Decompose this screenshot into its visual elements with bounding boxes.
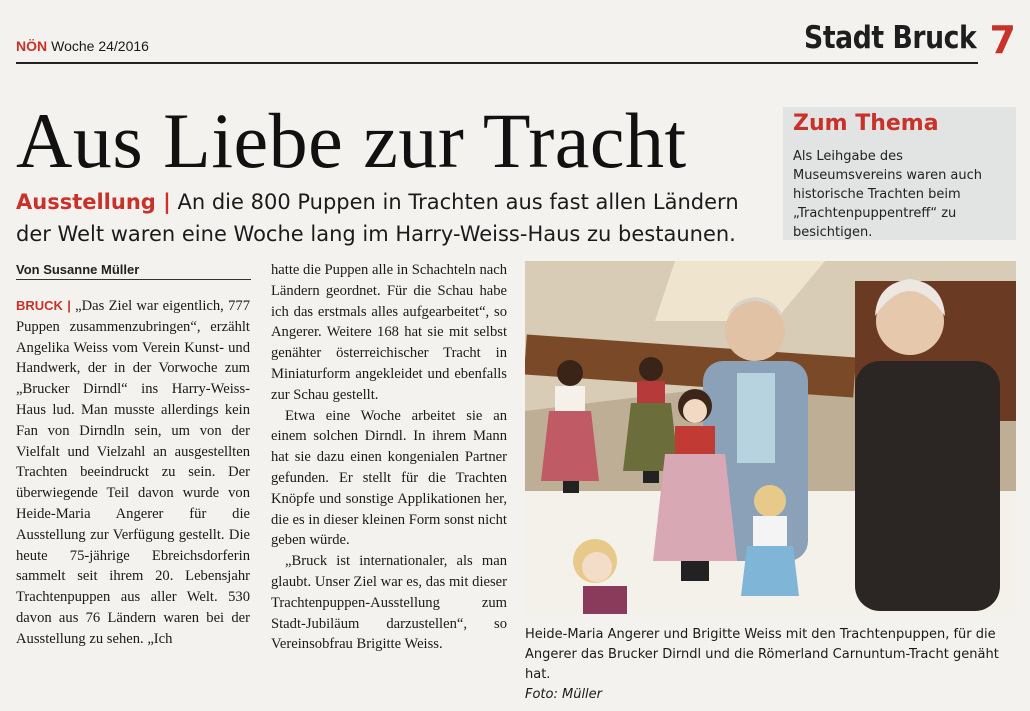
section-title: Stadt Bruck [803,20,976,56]
paragraph: hatte die Puppen alle in Schachteln nach Ländern geordnet. Für die Schau habe ich das erstmals alles aufgearbeitet“, so Angerer. Weitere 168 hat sie mit selbst genähter österreichischer Tracht in Miniaturform angekleidet und ebenfalls zur Schau gestellt. [271,262,507,403]
sidebar-text: Als Leihgabe des Museumsvereins waren auch historische Trachten beim „Trachtenpuppentreff“ zu besichtigen. [793,149,983,240]
lead-kicker: Ausstellung | [16,190,171,214]
lead-paragraph [16,186,772,250]
brand-logo: NÖN [16,38,48,54]
caption-text: Heide-Maria Angerer und Brigitte Weiss mit den Trachtenpuppen, für die Angerer das Brucker Dirndl und die Römerland Carnuntum-Tracht genäht hat. [525,627,999,682]
byline-rule [16,279,251,280]
sidebar-title: Zum Thema [793,111,939,136]
headline: Aus Liebe zur Tracht [16,97,687,184]
byline: Von Susanne Müller [16,262,140,277]
article-column-1 [16,296,250,650]
photo-caption [525,625,1020,705]
paragraph: „Das Ziel war eigentlich, 777 Puppen zusammenzubringen“, erzählt Angelika Weiss vom Verein Kunst- und Handwerk, der in der Vorwoche zum „Brucker Dirndl“ ins Harry-Weiss-Haus lud. Man musste allerdings kein Fan von Dirndln sein, um von der Vielfalt und Vielzahl an ausgestellten Trachten beeindruckt zu sein. Der überwiegende Teil davon wurde von Heide-Maria Angerer für die Ausstellung zur Verfügung gestellt. Die heute 75-jährige Ebreichsdorferin sammelt seit ihrem 20. Lebensjahr Trachtenpuppen aus aller Welt. 530 davon aus 76 Ländern waren bei der Ausstellung zu sehen. „Ich [16,298,250,647]
paragraph: Etwa eine Woche arbeitet sie an einem solchen Dirndl. In ihrem Mann hat sie dazu einen kongenialen Partner gefunden. Er stellt für die Trachten Knöpfe und sonstige Applikationen her, die es in dieser kleinen Form sonst nicht geben würde. [271,407,507,549]
top-rule [16,62,978,64]
sidebar-box [783,107,1016,240]
paragraph: „Bruck ist internationaler, als man glaubt. Unser Ziel war es, das mit dieser Trachtenpuppen-Ausstellung zum Stadt-Jubiläum darzustellen“, so Vereinsobfrau Brigitte Weiss. [271,553,507,653]
photo-illustration [525,261,1016,614]
article-column-2 [271,260,507,655]
masthead-issue [16,38,149,54]
photo-credit: Foto: Müller [525,687,603,702]
dateline: BRUCK | [16,298,71,313]
lead-text: An die 800 Puppen in Trachten aus fast allen Ländern der Welt waren eine Woche lang im Harry-Weiss-Haus zu bestaunen. [16,190,739,246]
article-photo [525,261,1016,614]
issue-label: Woche 24/2016 [51,38,149,54]
page-number: 7 [989,18,1016,62]
